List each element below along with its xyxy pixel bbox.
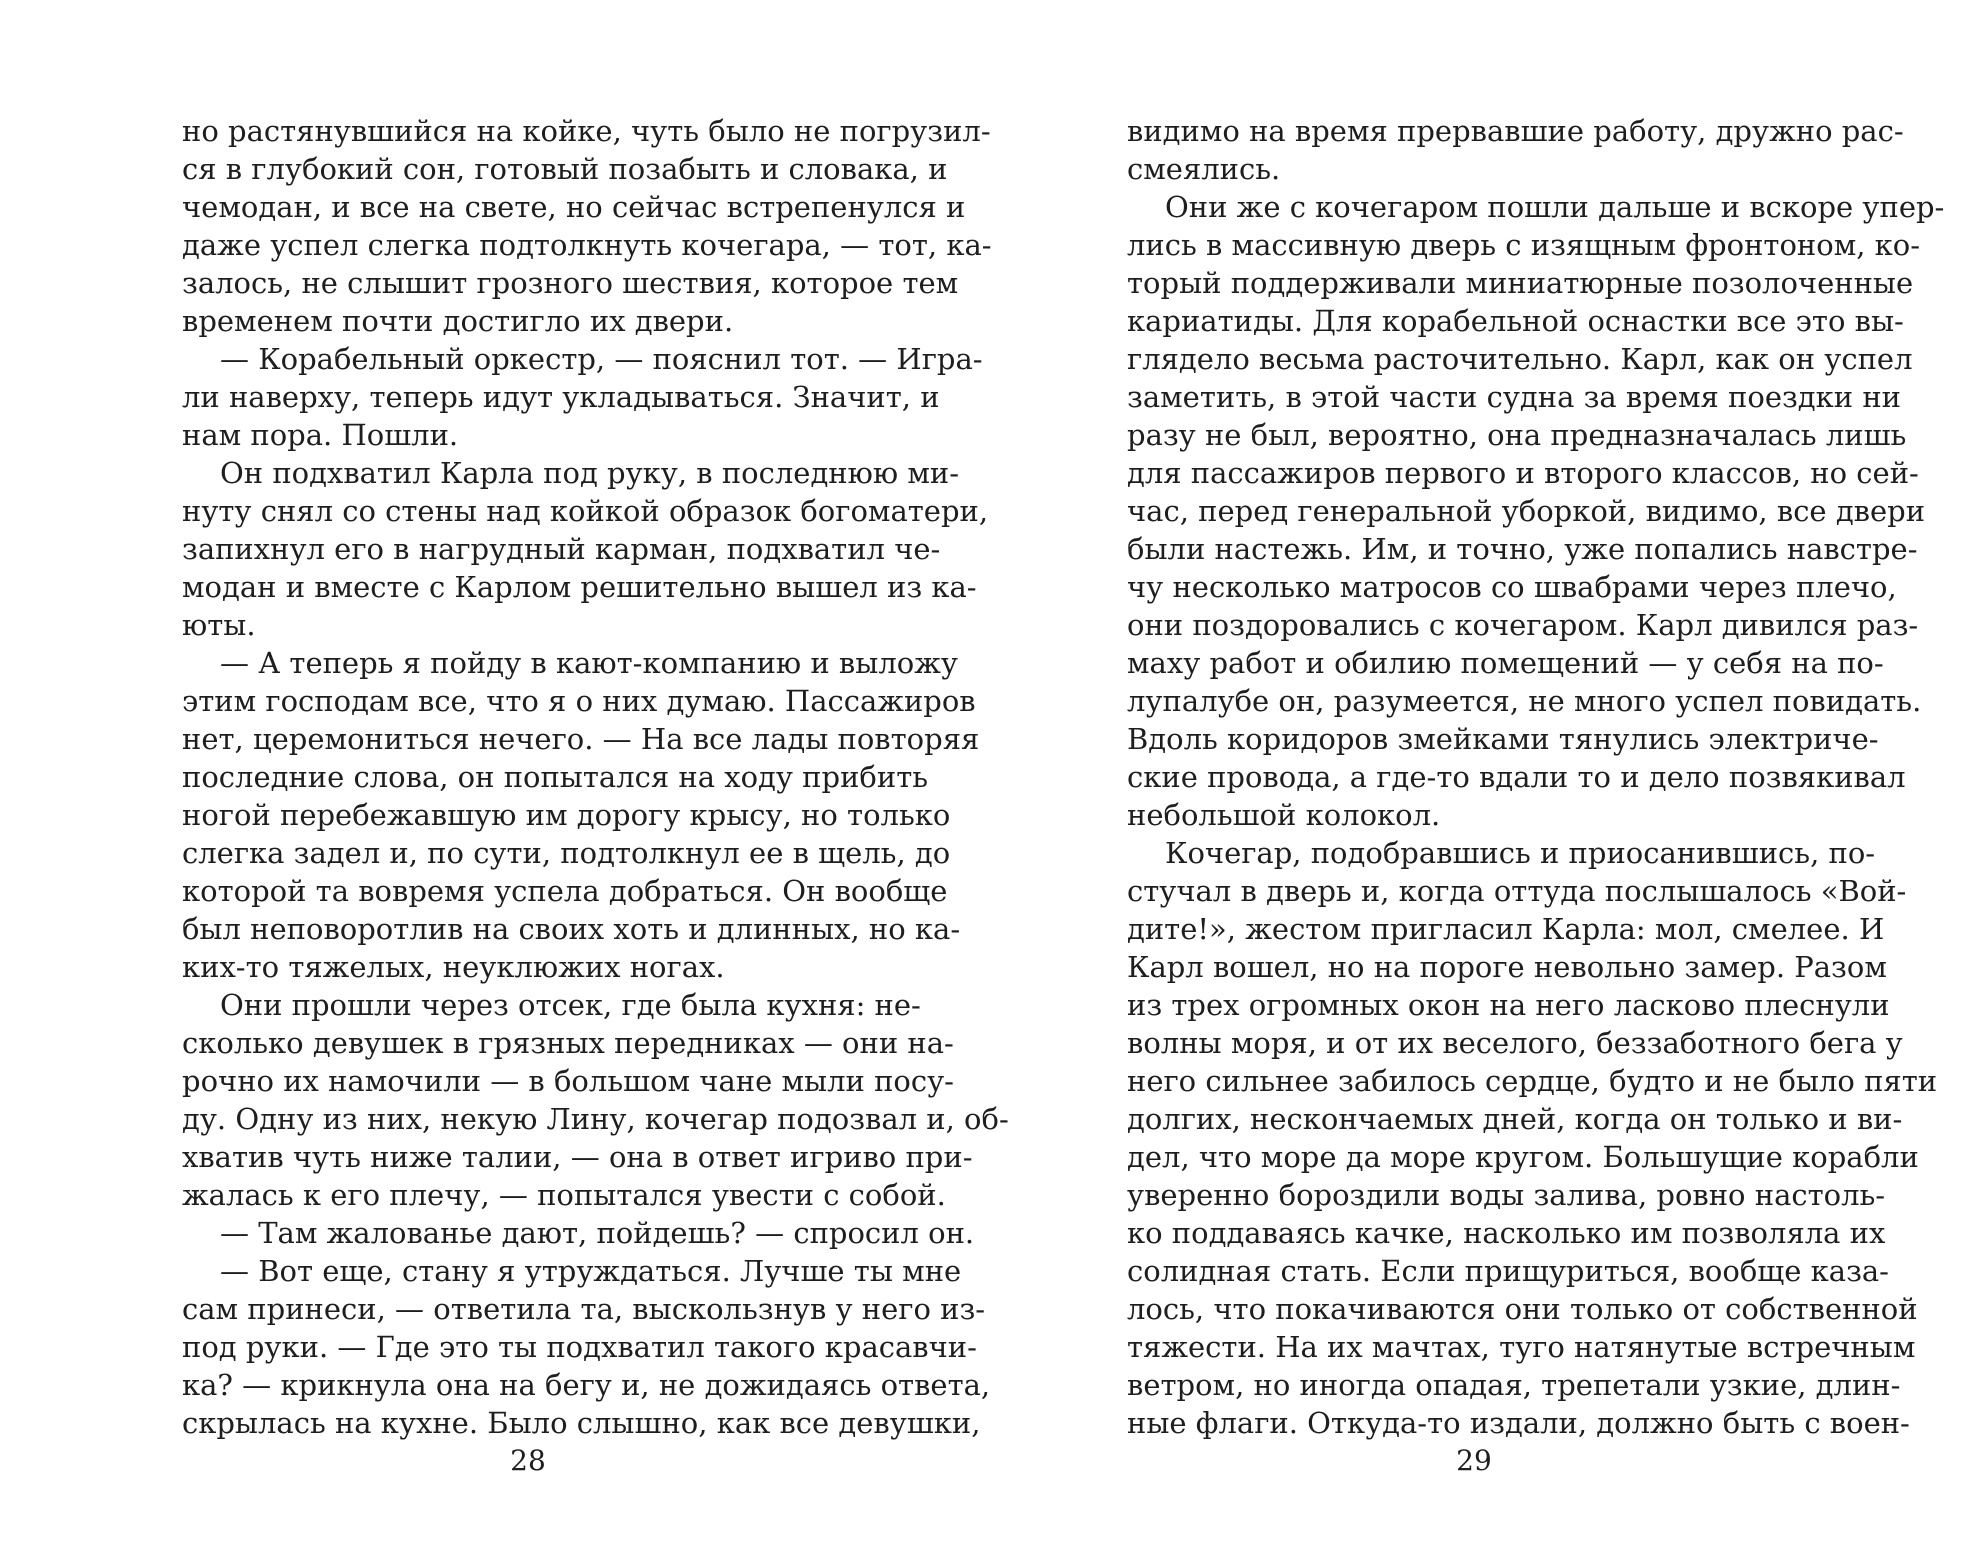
text-line: — Корабельный оркестр, — пояснил тот. — Игра- [220,342,983,376]
text-line: под руки. — Где это ты подхватил такого красавчи- [182,1330,977,1364]
text-line: смеялись. [1127,152,1281,186]
text-line: последние слова, он попытался на ходу прибить [182,760,929,794]
text-line: ка? — крикнула она на бегу и, не дожидаясь ответа, [182,1368,991,1402]
text-line: ко поддаваясь качке, насколько им позволяла их [1127,1216,1886,1250]
text-line: даже успел слегка подтолкнуть кочегара, — тот, ка- [182,228,992,262]
right-page-text [1127,112,1945,1442]
text-line: но растянувшийся на койке, чуть было не погрузил- [182,114,991,148]
text-line: слегка задел и, по сути, подтолкнул ее в щель, до [182,836,951,870]
text-line: нам пора. Пошли. [182,418,459,452]
text-line: хватив чуть ниже талии, — она в ответ игриво при- [182,1140,973,1174]
text-line: ные флаги. Откуда-то издали, должно быть с воен- [1127,1406,1910,1440]
text-line: Они же с кочегаром пошли дальше и вскоре упер- [1165,190,1945,224]
text-line: уверенно бороздили воды залива, ровно настоль- [1127,1178,1886,1212]
text-line: ветром, но иногда опадая, трепетали узкие, длин- [1127,1368,1901,1402]
text-line: залось, не слышит грозного шествия, которое тем [182,266,959,300]
text-line: были настежь. Им, и точно, уже попались навстре- [1127,532,1918,566]
text-line: жалась к его плечу, — попытался увести с собой. [182,1178,946,1212]
left-page-number: 28 [510,1444,546,1477]
text-line: Он подхватил Карла под руку, в последнюю ми- [220,456,960,490]
text-line: из трех огромных окон на него ласково плеснули [1127,988,1890,1022]
text-line: небольшой колокол. [1127,798,1441,832]
text-line: сам принеси, — ответила та, выскользнув у него из- [182,1292,986,1326]
text-line: ногой перебежавшую им дорогу крысу, но только [182,798,951,832]
text-line: Карл вошел, но на пороге невольно замер. Разом [1127,950,1887,984]
text-line: лось, что покачиваются они только от собственной [1127,1292,1918,1326]
text-line: маху работ и обилию помещений — у себя на по- [1127,646,1884,680]
text-line: временем почти достигло их двери. [182,304,734,338]
text-line: волны моря, и от их веселого, беззаботного бега у [1127,1026,1903,1060]
text-line: нуту снял со стены над койкой образок богоматери, [182,494,989,528]
text-line: кариатиды. Для корабельной оснастки все это вы- [1127,304,1904,338]
text-line: чу несколько матросов со швабрами через плечо, [1127,570,1897,604]
text-line: глядело весьма расточительно. Карл, как он успел [1127,342,1913,376]
text-line: разу не был, вероятно, она предназначалась лишь [1127,418,1907,452]
text-line: ду. Одну из них, некую Лину, кочегар подозвал и, об- [182,1102,1009,1136]
text-line: сколько девушек в грязных передниках — они на- [182,1026,954,1060]
left-page-text [182,112,1009,1442]
text-line: модан и вместе с Карлом решительно вышел из ка- [182,570,977,604]
text-line: — Там жалованье дают, пойдешь? — спросил он. [220,1216,975,1250]
text-line: ли наверху, теперь идут укладываться. Значит, и [182,380,940,414]
text-line: солидная стать. Если прищуриться, вообще каза- [1127,1254,1889,1288]
text-line: Вдоль коридоров змейками тянулись электриче- [1127,722,1879,756]
text-line: лупалубе он, разумеется, не много успел повидать. [1127,684,1922,718]
text-line: запихнул его в нагрудный карман, подхватил че- [182,532,941,566]
text-line: для пассажиров первого и второго классов, но сей- [1127,456,1919,490]
text-line: этим господам все, что я о них думаю. Пассажиров [182,684,976,718]
text-line: торый поддерживали миниатюрные позолоченные [1127,266,1914,300]
text-line: Они прошли через отсек, где была кухня: не- [220,988,921,1022]
text-line: ся в глубокий сон, готовый позабыть и словака, и [182,152,948,186]
text-line: был неповоротлив на своих хоть и длинных, но ка- [182,912,961,946]
text-line: дел, что море да море кругом. Большущие корабли [1127,1140,1919,1174]
text-line: — А теперь я пойду в кают-компанию и выложу [220,646,958,680]
text-line: Кочегар, подобравшись и приосанившись, по- [1165,836,1876,870]
text-line: ские провода, а где-то вдали то и дело позвякивал [1127,760,1906,794]
text-line: скрылась на кухне. Было слышно, как все девушки, [182,1406,981,1440]
right-page-number: 29 [1456,1444,1492,1477]
text-line: стучал в дверь и, когда оттуда послышалось «Вой- [1127,874,1907,908]
text-line: нет, церемониться нечего. — На все лады повторяя [182,722,980,756]
text-line: него сильнее забилось сердце, будто и не было пяти [1127,1064,1938,1098]
text-line: чемодан, и все на свете, но сейчас встрепенулся и [182,190,966,224]
text-line: дите!», жестом пригласил Карла: мол, смелее. И [1127,912,1885,946]
text-line: они поздоровались с кочегаром. Карл дивился раз- [1127,608,1919,642]
text-line: юты. [182,608,256,642]
text-line: час, перед генеральной уборкой, видимо, все двери [1127,494,1926,528]
text-line: долгих, нескончаемых дней, когда он только и ви- [1127,1102,1903,1136]
text-line: — Вот еще, стану я утруждаться. Лучше ты мне [220,1254,962,1288]
text-line: рочно их намочили — в большом чане мыли посу- [182,1064,954,1098]
text-line: тяжести. На их мачтах, туго натянутые встречным [1127,1330,1916,1364]
text-line: которой та вовремя успела добраться. Он вообще [182,874,948,908]
text-line: заметить, в этой части судна за время поездки ни [1127,380,1901,414]
text-line: видимо на время прервавшие работу, дружно рас- [1127,114,1904,148]
text-line: ких-то тяжелых, неуклюжих ногах. [182,950,725,984]
text-line: лись в массивную дверь с изящным фронтоном, ко- [1127,228,1921,262]
